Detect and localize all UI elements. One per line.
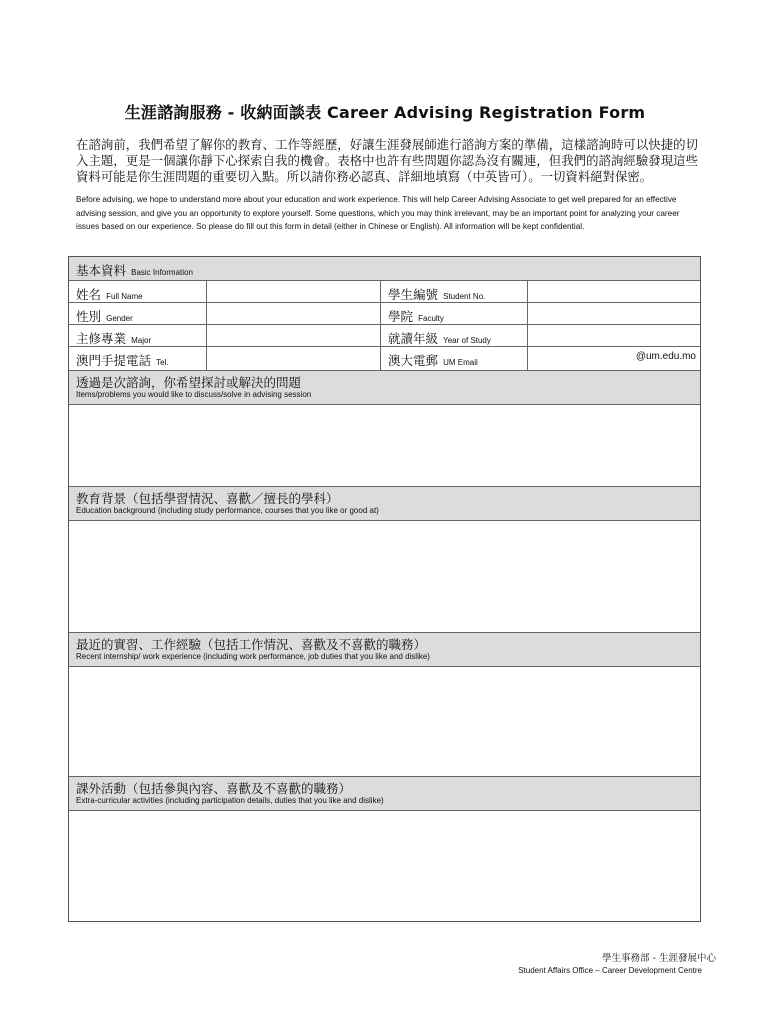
basic-row-contact xyxy=(69,347,700,371)
basic-row-gender xyxy=(69,303,700,325)
basic-row-major xyxy=(69,325,700,347)
faculty-field[interactable] xyxy=(528,303,700,324)
section-education-en: Education background (including study performance, courses that you like or good at) xyxy=(76,506,379,515)
year-of-study-label: 就讀年級 Year of Study xyxy=(381,325,528,346)
section-activities-field[interactable] xyxy=(69,811,700,921)
student-no-label: 學生編號 Student No. xyxy=(381,281,528,302)
basic-info-header-zh: 基本資料 xyxy=(76,263,127,278)
tel-field[interactable] xyxy=(207,347,381,370)
intro-english: Before advising, we hope to understand more about your education and work experience. This will help Career Advising Associate to get well prepared for an effective advising session, and give you an opportunity to explore yourself. Some questions, which you may think irrelevant, may be an important point for analyzing your career issues based on our experience. So please do fill out this form in detail (either in Chinese or English). All information will be kept confidential. xyxy=(76,195,680,232)
section-activities-en: Extra-curricular activities (including participation details, duties that you like and dislike) xyxy=(76,796,384,805)
basic-info-header-en: Basic Information xyxy=(131,268,193,277)
section-work-en: Recent internship/ work experience (including work performance, job duties that you like and dislike) xyxy=(76,652,430,661)
year-of-study-field[interactable] xyxy=(528,325,700,346)
section-header-activities xyxy=(69,777,700,811)
section-discuss-field[interactable] xyxy=(69,405,700,487)
section-header-work xyxy=(69,633,700,667)
footer-department-en: Student Affairs Office – Career Development Centre xyxy=(518,966,702,975)
tel-label: 澳門手提電話 Tel. xyxy=(69,347,207,370)
name-label: 姓名 Full Name xyxy=(69,281,207,302)
major-field[interactable] xyxy=(207,325,381,346)
name-field[interactable] xyxy=(207,281,381,302)
footer-department-zh: 學生事務部 - 生涯發展中心 xyxy=(602,953,716,964)
registration-form xyxy=(68,256,701,922)
basic-row-name xyxy=(69,281,700,303)
section-work-zh: 最近的實習、工作經驗（包括工作情況、喜歡及不喜歡的職務） xyxy=(76,637,427,652)
section-activities-zh: 課外活動（包括參與內容、喜歡及不喜歡的職務） xyxy=(76,781,352,796)
major-label: 主修專業 Major xyxy=(69,325,207,346)
page-title: 生涯諮詢服務 - 收納面談表 Career Advising Registration Form xyxy=(124,103,646,122)
section-work-field[interactable] xyxy=(69,667,700,777)
email-domain-suffix: @um.edu.mo xyxy=(635,351,696,362)
gender-label: 性別 Gender xyxy=(69,303,207,324)
email-field[interactable] xyxy=(528,347,700,370)
faculty-label: 學院 Faculty xyxy=(381,303,528,324)
section-education-zh: 教育背景（包括學習情況、喜歡／擅長的學科） xyxy=(76,491,339,506)
gender-field[interactable] xyxy=(207,303,381,324)
email-label: 澳大電郵 UM Email xyxy=(381,347,528,370)
section-education-field[interactable] xyxy=(69,521,700,633)
section-discuss-en: Items/problems you would like to discuss/solve in advising session xyxy=(76,390,312,399)
section-header-education xyxy=(69,487,700,521)
student-no-field[interactable] xyxy=(528,281,700,302)
basic-info-header xyxy=(69,257,700,281)
section-discuss-zh: 透過是次諮詢，你希望探討或解決的問題 xyxy=(76,375,302,390)
intro-chinese: 在諮詢前，我們希望了解你的教育、工作等經歷，好讓生涯發展師進行諮詢方案的準備，這樣諮詢時可以快捷的切入主題，更是一個讓你靜下心探索自我的機會。表格中也許有些問題你認為沒有關連，但我們的諮詢經驗發現這些資料可能是你生涯問題的重要切入點。所以請你務必認真、詳細地填寫（中英皆可）。一切資料絕對保密。 xyxy=(76,137,698,184)
section-header-discuss xyxy=(69,371,700,405)
